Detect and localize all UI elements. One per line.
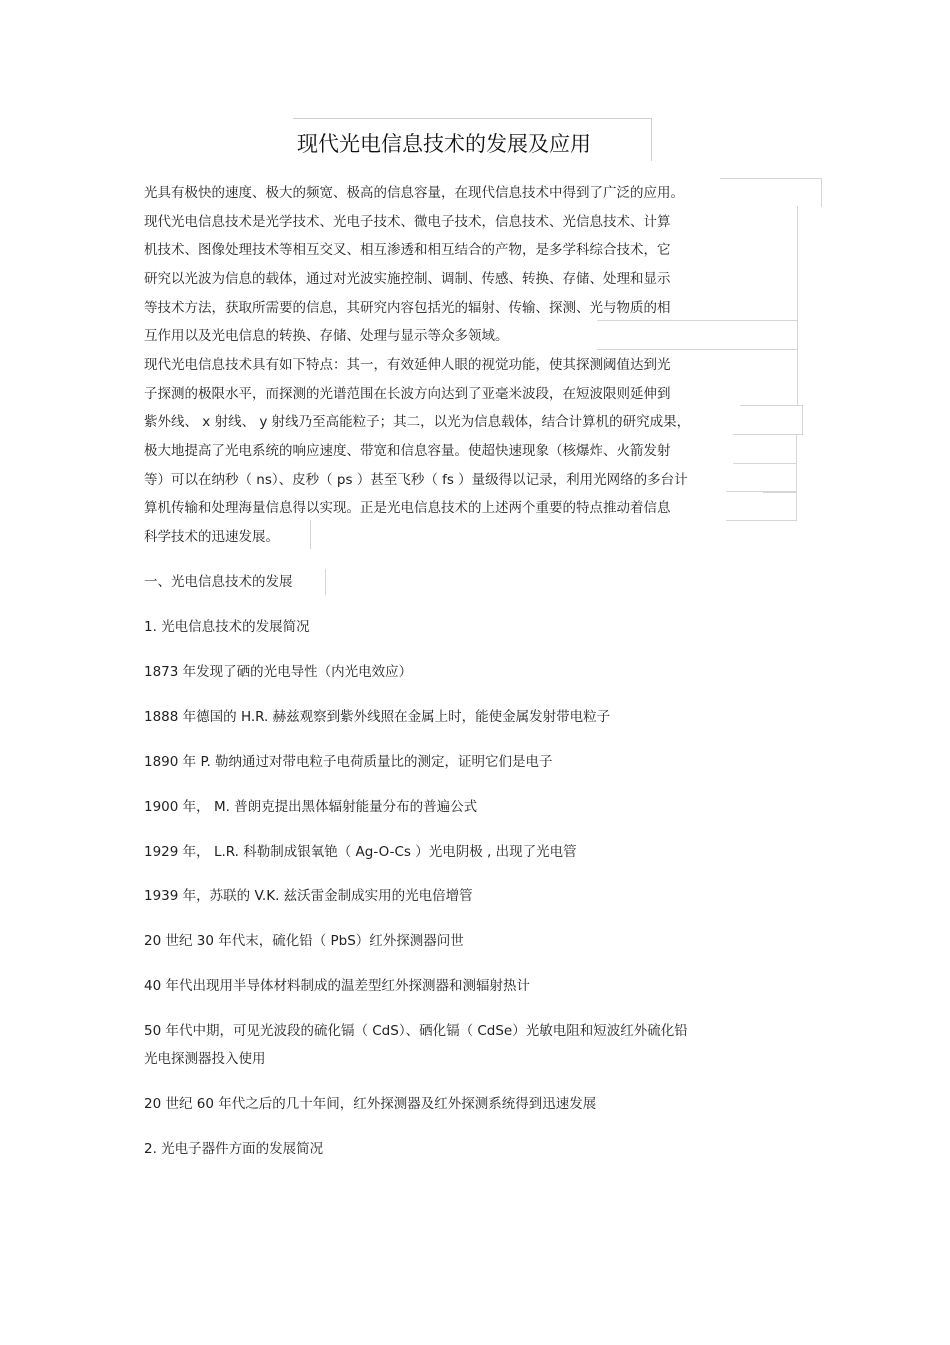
paragraph-line: 等技术方法，获取所需要的信息，其研究内容包括光的辐射、传输、探测、光与物质的相 (144, 299, 671, 316)
text-frame (797, 206, 798, 321)
history-item: 1890 年 P. 勒纳通过对带电粒子电荷质量比的测定，证明它们是电子 (144, 754, 553, 770)
section-heading: 一、光电信息技术的发展 (144, 574, 293, 590)
text-frame (740, 405, 803, 435)
history-item: 1900 年， M. 普朗克提出黑体辐射能量分布的普遍公式 (144, 799, 478, 815)
text-frame (733, 434, 797, 464)
text-frame (720, 178, 822, 207)
paragraph-line: 光具有极快的速度、极大的频宽、极高的信息容量，在现代信息技术中得到了广泛的应用。 (144, 185, 684, 201)
paragraph-line: 子探测的极限水平，而探测的光谱范围在长波方向达到了亚毫米波段，在短波限则延伸到 (144, 385, 671, 402)
paragraph-line: 算机传输和处理海量信息得以实现。正是光电信息技术的上述两个重要的特点推动着信息 (144, 500, 671, 517)
history-item: 1873 年发现了硒的光电导性（内光电效应） (144, 664, 413, 680)
history-item: 20 世纪 60 年代之后的几十年间，红外探测器及红外探测系统得到迅速发展 (144, 1096, 597, 1112)
paragraph-line: 现代光电信息技术是光学技术、光电子技术、微电子技术，信息技术、光信息技术、计算 (144, 213, 671, 230)
history-item: 1939 年，苏联的 V.K. 兹沃雷金制成实用的光电倍增管 (144, 888, 473, 904)
paragraph-line: 紫外线、 x 射线、 y 射线乃至高能粒子；其二，以光为信息载体，结合计算机的研究成果， (144, 414, 691, 431)
history-item: 40 年代出现用半导体材料制成的温差型红外探测器和测辐射热计 (144, 978, 530, 994)
features-paragraph (144, 351, 690, 552)
subsection-heading: 1. 光电信息技术的发展简况 (144, 619, 310, 635)
paragraph-line: 等）可以在纳秒（ ns）、皮秒（ ps ）甚至飞秒（ fs ）量级得以记录，利用光网络的多台计 (144, 471, 688, 488)
intro-paragraph (144, 179, 684, 351)
text-frame (763, 463, 797, 493)
page-title: 现代光电信息技术的发展及应用 (297, 132, 591, 156)
paragraph-line: 互作用以及光电信息的转换、存储、处理与显示等众多领域。 (144, 328, 509, 345)
paragraph-line: 机技术、图像处理技术等相互交叉、相互渗透和相互结合的产物，是多学科综合技术，它 (144, 242, 671, 259)
history-item-continuation: 光电探测器投入使用 (144, 1051, 266, 1067)
paragraph-line: 极大地提高了光电系统的响应速度、带宽和信息容量。使超快速现象（核爆炸、火箭发射 (144, 443, 671, 460)
paragraph-line: 现代光电信息技术具有如下特点：其一，有效延伸人眼的视觉功能，使其探测阈值达到光 (144, 357, 671, 373)
text-frame (726, 491, 797, 521)
history-item: 20 世纪 30 年代末，硫化铅（ PbS）红外探测器问世 (144, 933, 464, 949)
history-item: 50 年代中期，可见光波段的硫化镉（ CdS）、硒化镉（ CdSe）光敏电阻和短波红外硫化铅 (144, 1023, 688, 1039)
history-item: 1929 年， L.R. 科勒制成银氧铯（ Ag-O-Cs ）光电阴极 , 出现了光电管 (144, 844, 577, 860)
paragraph-line: 科学技术的迅速发展。 (144, 529, 279, 546)
history-item: 1888 年德国的 H.R. 赫兹观察到紫外线照在金属上时，能使金属发射带电粒子 (144, 709, 611, 725)
text-frame (305, 569, 326, 595)
subsection-heading: 2. 光电子器件方面的发展简况 (144, 1141, 324, 1157)
paragraph-line: 研究以光波为信息的载体，通过对光波实施控制、调制、传感、转换、存储、处理和显示 (144, 271, 671, 288)
